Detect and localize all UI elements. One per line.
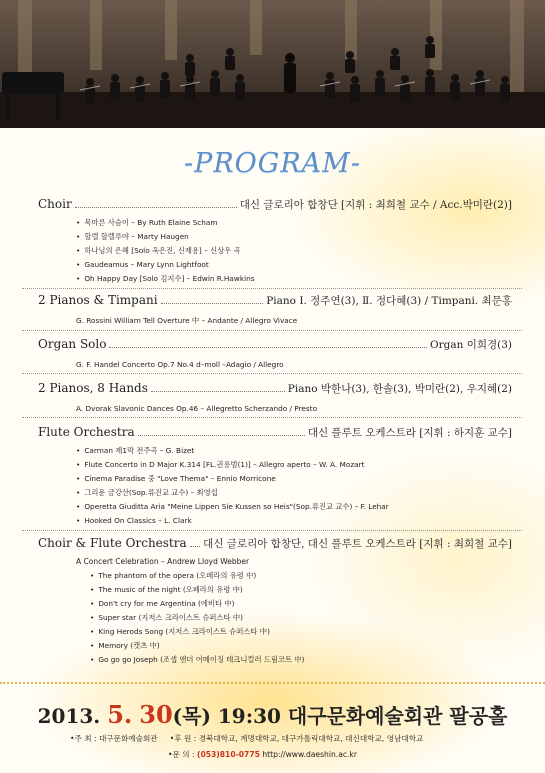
piece-line: A. Dvorak Slavonic Dances Op.46 – Allegretto Scherzando / Presto [76, 404, 318, 413]
section-2-pianos-8-hands [38, 381, 512, 416]
dot-leader [151, 390, 285, 392]
list-item: • 목마른 사슴이 – By Ruth Elaine Scham [38, 216, 512, 230]
dot-leader [75, 206, 237, 208]
event-month: 5. [107, 700, 133, 729]
section-name: Choir [38, 197, 72, 211]
piece-list [38, 444, 512, 528]
contact-label: •문 의 : [168, 750, 195, 759]
piece-line: G. F. Handel Concerto Op.7 No.4 d–moll –Adagio / Allegro [76, 360, 284, 369]
list-item: • 그리운 금강산(Sop.류진교 교수) – 최영섭 [38, 486, 512, 500]
section-heading [38, 293, 512, 309]
list-item: • Memory (캣츠 中) [38, 639, 512, 653]
section-name: 2 Pianos, 8 Hands [38, 381, 148, 395]
event-weekday: (목) [172, 704, 211, 728]
section-name: Organ Solo [38, 337, 107, 351]
list-item: • Super star (지저스 크라이스트 슈퍼스타 中) [38, 611, 512, 625]
section-heading [38, 536, 512, 552]
piece-list [38, 216, 512, 286]
section-divider [22, 288, 522, 289]
section-performer: 대신 글로리아 합창단 [지휘 : 최희철 교수 / Acc.박미란(2)] [239, 199, 512, 211]
list-item: • The phantom of the opera (오페라의 유령 中) [38, 569, 512, 583]
section-heading [38, 425, 512, 441]
section-2-pianos-timpani [38, 293, 512, 328]
dot-leader [161, 302, 264, 304]
event-date-venue [0, 700, 545, 729]
sponsor: •후 원 : 경북대학교, 계명대학교, 대구가톨릭대학교, 대신대학교, 영남대학교 [169, 734, 424, 743]
dot-leader [109, 346, 427, 348]
list-item: • Flute Concerto in D Major K.314 [FL.권용범(1)] – Allegro aperto – W. A. Mozart [38, 458, 512, 472]
event-time: 19:30 [217, 704, 281, 728]
organizer: •주 최 : 대구문화예술회관 [70, 734, 158, 743]
footer-divider [0, 682, 545, 684]
list-item: • Gaudeamus – Mary Lynn Lightfoot [38, 258, 512, 272]
contact-phone: (053)810-0775 [196, 750, 260, 759]
piece-list [38, 555, 512, 667]
section-choir-flute-orchestra [38, 536, 512, 667]
section-performer: Organ 이희경(3) [429, 339, 512, 351]
orchestra-photo [0, 0, 545, 128]
section-divider [22, 330, 522, 331]
list-item: • Go go go Joseph (조셉 앤더 어메이징 테크니컬러 드림코트 中) [38, 653, 512, 667]
organizer-sponsor-line [70, 733, 423, 744]
list-item: • The music of the night (오페라의 유령 中) [38, 583, 512, 597]
section-performer: Piano Ⅰ. 정주연(3), Ⅱ. 정다혜(3) / Timpani. 최문홍 [266, 295, 512, 307]
list-item: • King Herods Song (지저스 크라이스트 슈퍼스타 中) [38, 625, 512, 639]
list-item: • Don't cry for me Argentina (에비타 中) [38, 597, 512, 611]
section-heading [38, 197, 512, 213]
website-link[interactable]: http://www.daeshin.ac.kr [262, 750, 357, 759]
list-item: • Cinema Paradise 중 "Love Thema" – Ennio Morricone [38, 472, 512, 486]
section-divider [22, 417, 522, 418]
dot-leader [138, 434, 305, 436]
list-item: • 할렐 할렐루야 – Marty Haugen [38, 230, 512, 244]
event-day: 30 [139, 700, 173, 729]
section-divider [22, 530, 522, 531]
section-divider [22, 373, 522, 374]
section-organ-solo [38, 337, 512, 372]
medley-title: A Concert Celebration – Andrew Lloyd Webber [76, 557, 250, 566]
section-heading [38, 337, 512, 353]
event-year: 2013. [37, 704, 101, 728]
section-name: Choir & Flute Orchestra [38, 536, 187, 550]
section-choir [38, 197, 512, 286]
section-heading [38, 381, 512, 397]
section-flute-orchestra [38, 425, 512, 528]
list-item: • Oh Happy Day [Solo 김지수] – Edwin R.Hawkins [38, 272, 512, 286]
section-name: 2 Pianos & Timpani [38, 293, 158, 307]
list-item: • Hooked On Classics – L. Clark [38, 514, 512, 528]
program-title: -PROGRAM- [184, 148, 361, 179]
contact-line [168, 749, 357, 760]
list-item: • Operetta Giuditta Aria "Meine Lippen Sie Kussen so Heis"(Sop.류진교 교수) – F. Lehar [38, 500, 512, 514]
section-performer: 대신 글로리아 합창단, 대신 플루트 오케스트라 [지휘 : 최희철 교수] [203, 538, 512, 550]
section-performer: Piano 박한나(3), 한솔(3), 박미란(2), 우지혜(2) [287, 383, 512, 395]
section-name: Flute Orchestra [38, 425, 135, 439]
list-item: • Carman 제1막 전주곡 – G. Bizet [38, 444, 512, 458]
dot-leader [190, 545, 201, 547]
piece-line: G. Rossini William Tell Overture 中 – Andante / Allegro Vivace [76, 316, 298, 325]
section-performer: 대신 플루트 오케스트라 [지휘 : 하지훈 교수] [307, 427, 512, 439]
event-venue: 대구문화예술회관 팔공홀 [287, 704, 508, 728]
list-item: • 하나님의 은혜 [Solo 옥은진, 신재용] – 신상우 곡 [38, 244, 512, 258]
